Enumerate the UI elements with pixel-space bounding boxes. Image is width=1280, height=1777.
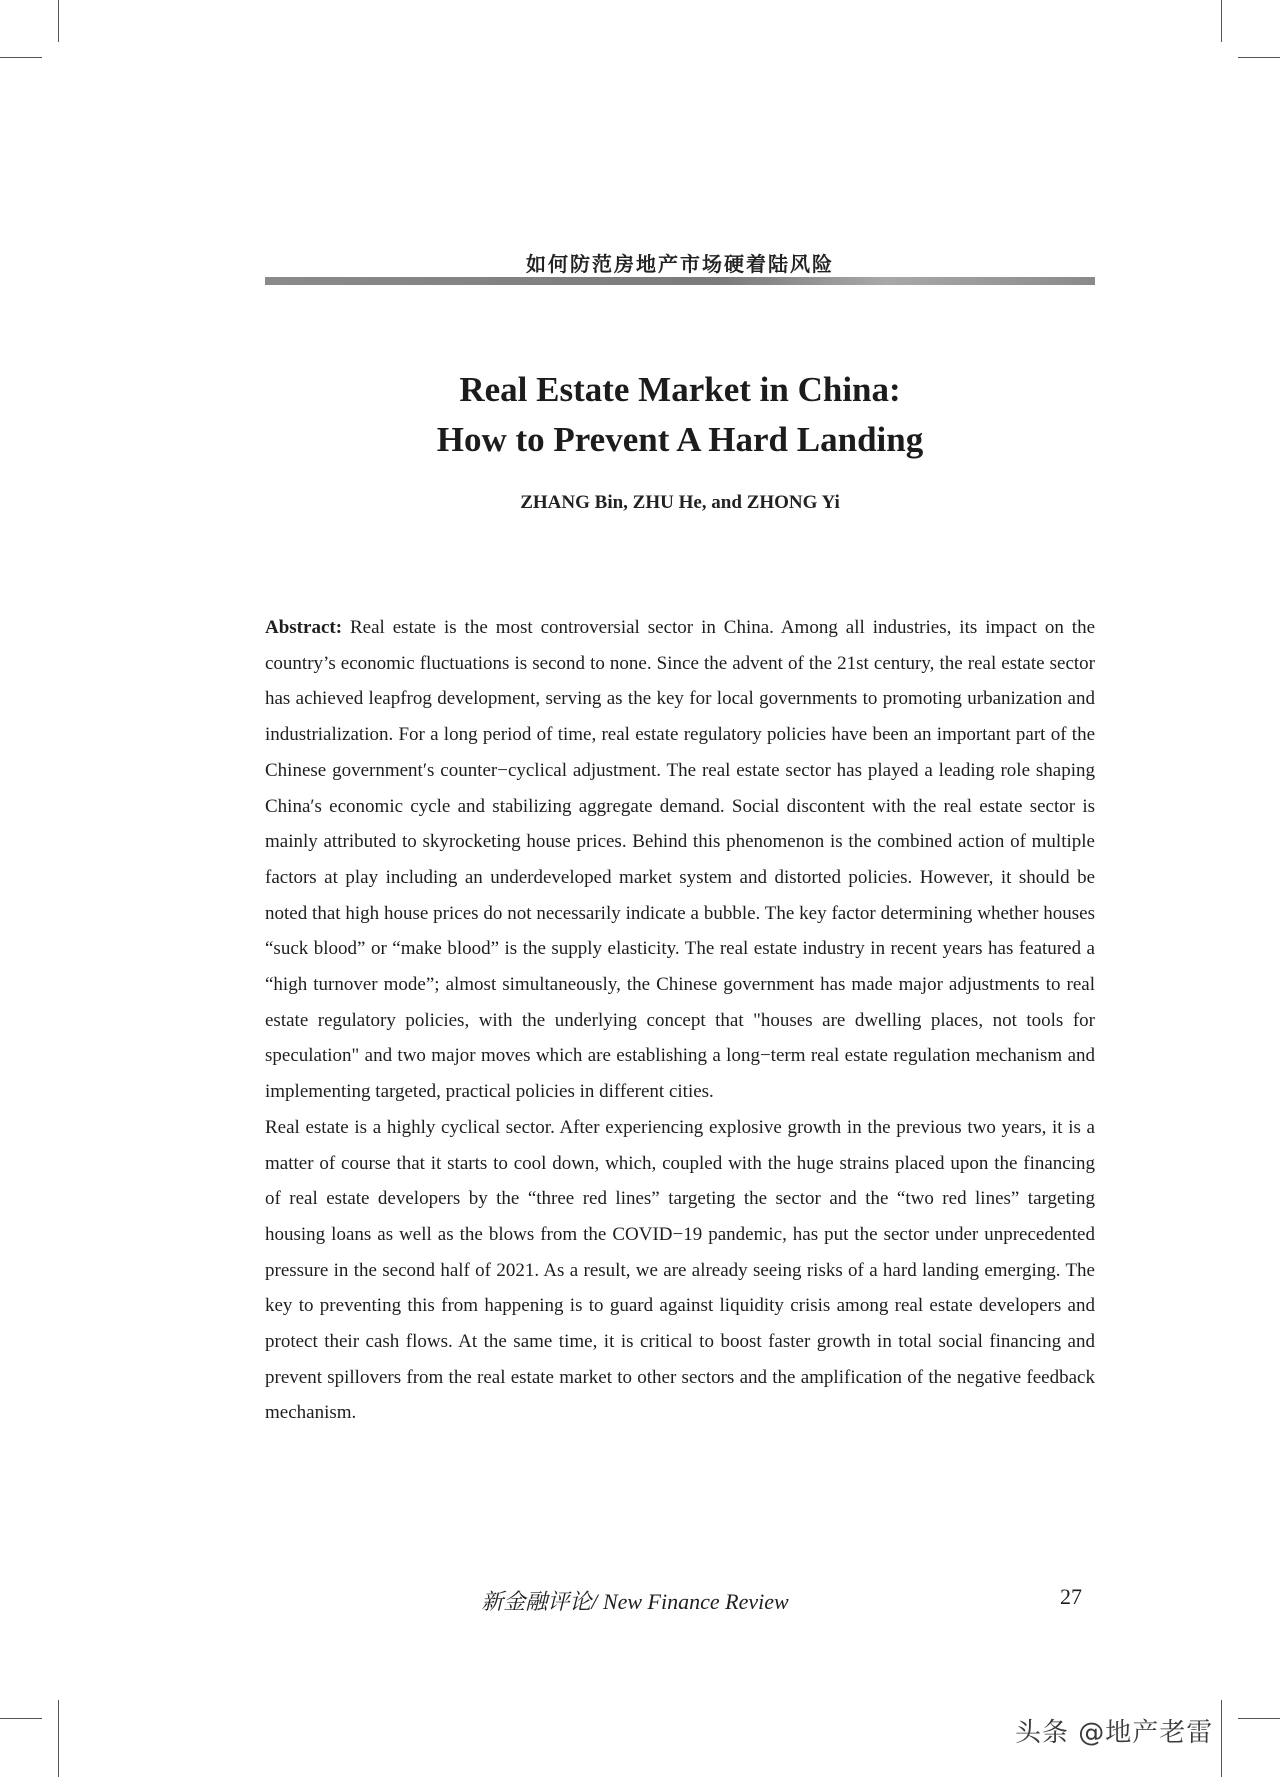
abstract-label: Abstract:: [265, 617, 343, 638]
page-number: 27: [1060, 1584, 1082, 1609]
abstract-paragraph: [265, 610, 1095, 1110]
crop-mark-left-top: [0, 57, 42, 58]
title-line-2: How to Prevent A Hard Landing: [436, 420, 924, 459]
crop-mark-left-bottom: [0, 1718, 42, 1719]
crop-mark-top-right: [1221, 0, 1222, 42]
crop-mark-right-bottom: [1238, 1718, 1280, 1719]
title-line-1: Real Estate Market in China:: [459, 370, 901, 409]
crop-mark-right-top: [1238, 57, 1280, 58]
journal-footer: 新金融评论/ New Finance Review: [481, 1589, 789, 1614]
article-authors: ZHANG Bin, ZHU He, and ZHONG Yi: [520, 492, 840, 513]
crop-mark-bottom-right: [1221, 1700, 1222, 1777]
running-head: 如何防范房地产市场硬着陆风险: [526, 254, 834, 276]
crop-mark-bottom-left: [58, 1700, 59, 1777]
abstract-text: Real estate is the most controversial sector in China. Among all industries, its impact on the country’s economic fluctuations is second to none. Since the advent of the 21st century, the real estate sector has achieved leapfrog development, serving as the key for local governments to promoting urbanization and industrialization. For a long period of time, real estate regulatory policies have been an important part of the Chinese government′s counter−cyclical adjustment. The real estate sector has played a leading role shaping China′s economic cycle and stabilizing aggregate demand. Social discontent with the real estate sector is mainly attributed to skyrocketing house prices. Behind this phenomenon is the combined action of multiple factors at play including an underdeveloped market system and distorted policies. However, it should be noted that high house prices do not necessarily indicate a bubble. The key factor determining whether houses “suck blood” or “make blood” is the supply elasticity. The real estate industry in recent years has featured a “high turnover mode”; almost simultaneously, the Chinese government has made major adjustments to real estate regulatory policies, with the underlying concept that "houses are dwelling places, not tools for speculation" and two major moves which are establishing a long−term real estate regulation mechanism and implementing targeted, practical policies in different cities.: [265, 617, 1095, 1103]
article-body: [265, 610, 1095, 1431]
crop-mark-top-left: [58, 0, 59, 42]
header-rule: [265, 277, 1095, 285]
article-title: [200, 365, 1160, 465]
watermark: 头条 @地产老雷: [1015, 1718, 1214, 1748]
body-paragraph: Real estate is a highly cyclical sector. After experiencing explosive growth in the previous two years, it is a matter of course that it starts to cool down, which, coupled with the huge strains placed upon the financing of real estate developers by the “three red lines” targeting the sector and the “two red lines” targeting housing loans as well as the blows from the COVID−19 pandemic, has put the sector under unprecedented pressure in the second half of 2021. As a result, we are already seeing risks of a hard landing emerging. The key to preventing this from happening is to guard against liquidity crisis among real estate developers and protect their cash flows. At the same time, it is critical to boost faster growth in total social financing and prevent spillovers from the real estate market to other sectors and the amplification of the negative feedback mechanism.: [265, 1116, 1095, 1424]
